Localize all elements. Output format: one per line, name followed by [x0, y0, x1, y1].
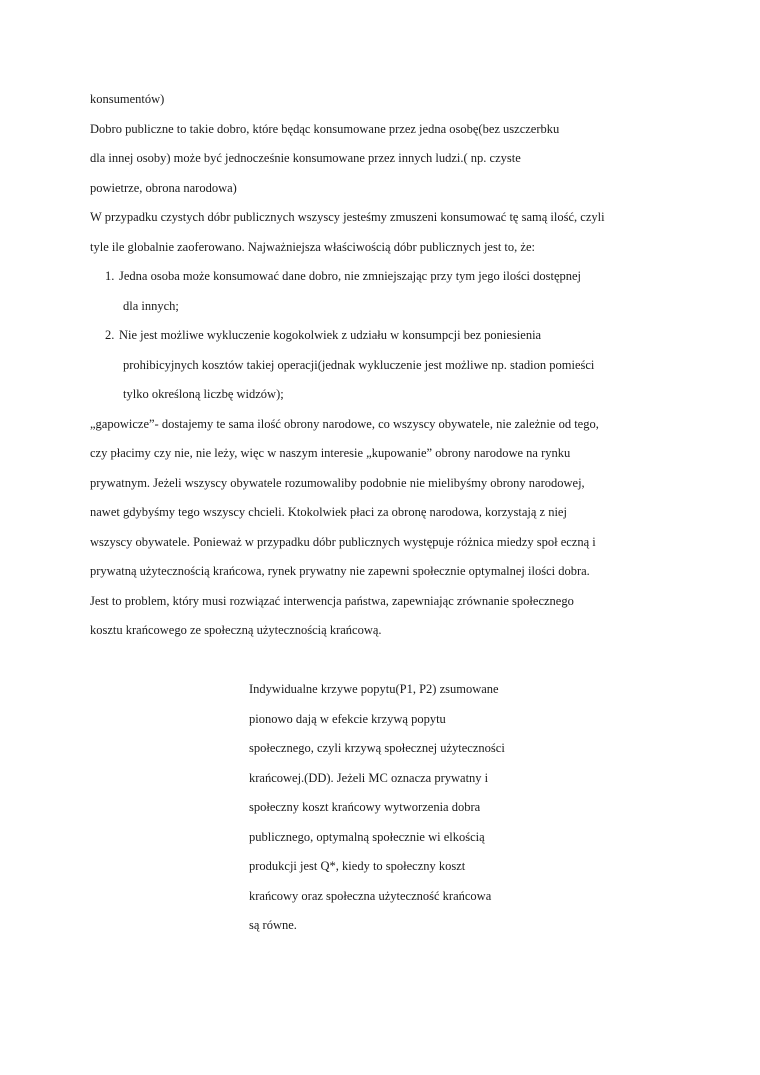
- column-text-line: produkcji jest Q*, kiedy to społeczny koszt: [249, 859, 466, 873]
- text-line: dla innej osoby) może być jednocześnie konsumowane przez innych ludzi.( np. czyste: [90, 151, 521, 165]
- text-line: Dobro publiczne to takie dobro, które będąc konsumowane przez jedna osobę(bez uszczerbku: [90, 122, 560, 136]
- column-text-line: Indywidualne krzywe popytu(P1, P2) zsumowane: [249, 682, 499, 696]
- list-text-line: Jedna osoba może konsumować dane dobro, nie zmniejszając przy tym jego ilości dostępnej: [119, 269, 582, 283]
- text-line: wszyscy obywatele. Ponieważ w przypadku dóbr publicznych występuje różnica miedzy społ eczną i: [90, 535, 596, 549]
- list-text-line: prohibicyjnych kosztów takiej operacji(jednak wykluczenie jest możliwe np. stadion pomieści: [123, 358, 595, 372]
- text-line: tyle ile globalnie zaoferowano. Najważniejsza właściwością dóbr publicznych jest to, że:: [90, 240, 535, 254]
- column-text-line: społeczny koszt krańcowy wytworzenia dobra: [249, 800, 481, 814]
- column-text-line: krańcowy oraz społeczna użyteczność krańcowa: [249, 889, 492, 903]
- list-number: 2.: [105, 328, 115, 342]
- list-text-line: Nie jest możliwe wykluczenie kogokolwiek z udziału w konsumpcji bez poniesienia: [119, 328, 542, 342]
- text-line: kosztu krańcowego ze społeczną użytecznością krańcową.: [90, 623, 382, 637]
- text-line: Jest to problem, który musi rozwiązać interwencja państwa, zapewniając zrównanie społecznego: [90, 594, 574, 608]
- text-line: konsumentów): [90, 92, 165, 106]
- text-line: powietrze, obrona narodowa): [90, 181, 237, 195]
- text-line: prywatnym. Jeżeli wszyscy obywatele rozumowaliby podobnie nie mielibyśmy obrony narodowej,: [90, 476, 585, 490]
- text-line: W przypadku czystych dóbr publicznych wszyscy jesteśmy zmuszeni konsumować tę samą ilość, czyli: [90, 210, 605, 224]
- text-line: „gapowicze”- dostajemy te sama ilość obrony narodowe, co wszyscy obywatele, nie zależnie od tego,: [90, 417, 599, 431]
- list-text-line: dla innych;: [123, 299, 179, 313]
- text-line: prywatną użytecznością krańcowa, rynek prywatny nie zapewni społecznie optymalnej ilości dobra.: [90, 564, 590, 578]
- column-text-line: pionowo dają w efekcie krzywą popytu: [249, 712, 446, 726]
- text-line: czy płacimy czy nie, nie leży, więc w naszym interesie „kupowanie” obrony narodowe na rynku: [90, 446, 571, 460]
- column-text-line: społecznego, czyli krzywą społecznej użyteczności: [249, 741, 505, 755]
- column-text-line: krańcowej.(DD). Jeżeli MC oznacza prywatny i: [249, 771, 489, 785]
- column-text-line: publicznego, optymalną społecznie wi elkością: [249, 830, 485, 844]
- text-line: nawet gdybyśmy tego wszyscy chcieli. Ktokolwiek płaci za obronę narodowa, korzystają z niej: [90, 505, 567, 519]
- list-number: 1.: [105, 269, 115, 283]
- column-text-line: są równe.: [249, 918, 297, 932]
- list-text-line: tylko określoną liczbę widzów);: [123, 387, 284, 401]
